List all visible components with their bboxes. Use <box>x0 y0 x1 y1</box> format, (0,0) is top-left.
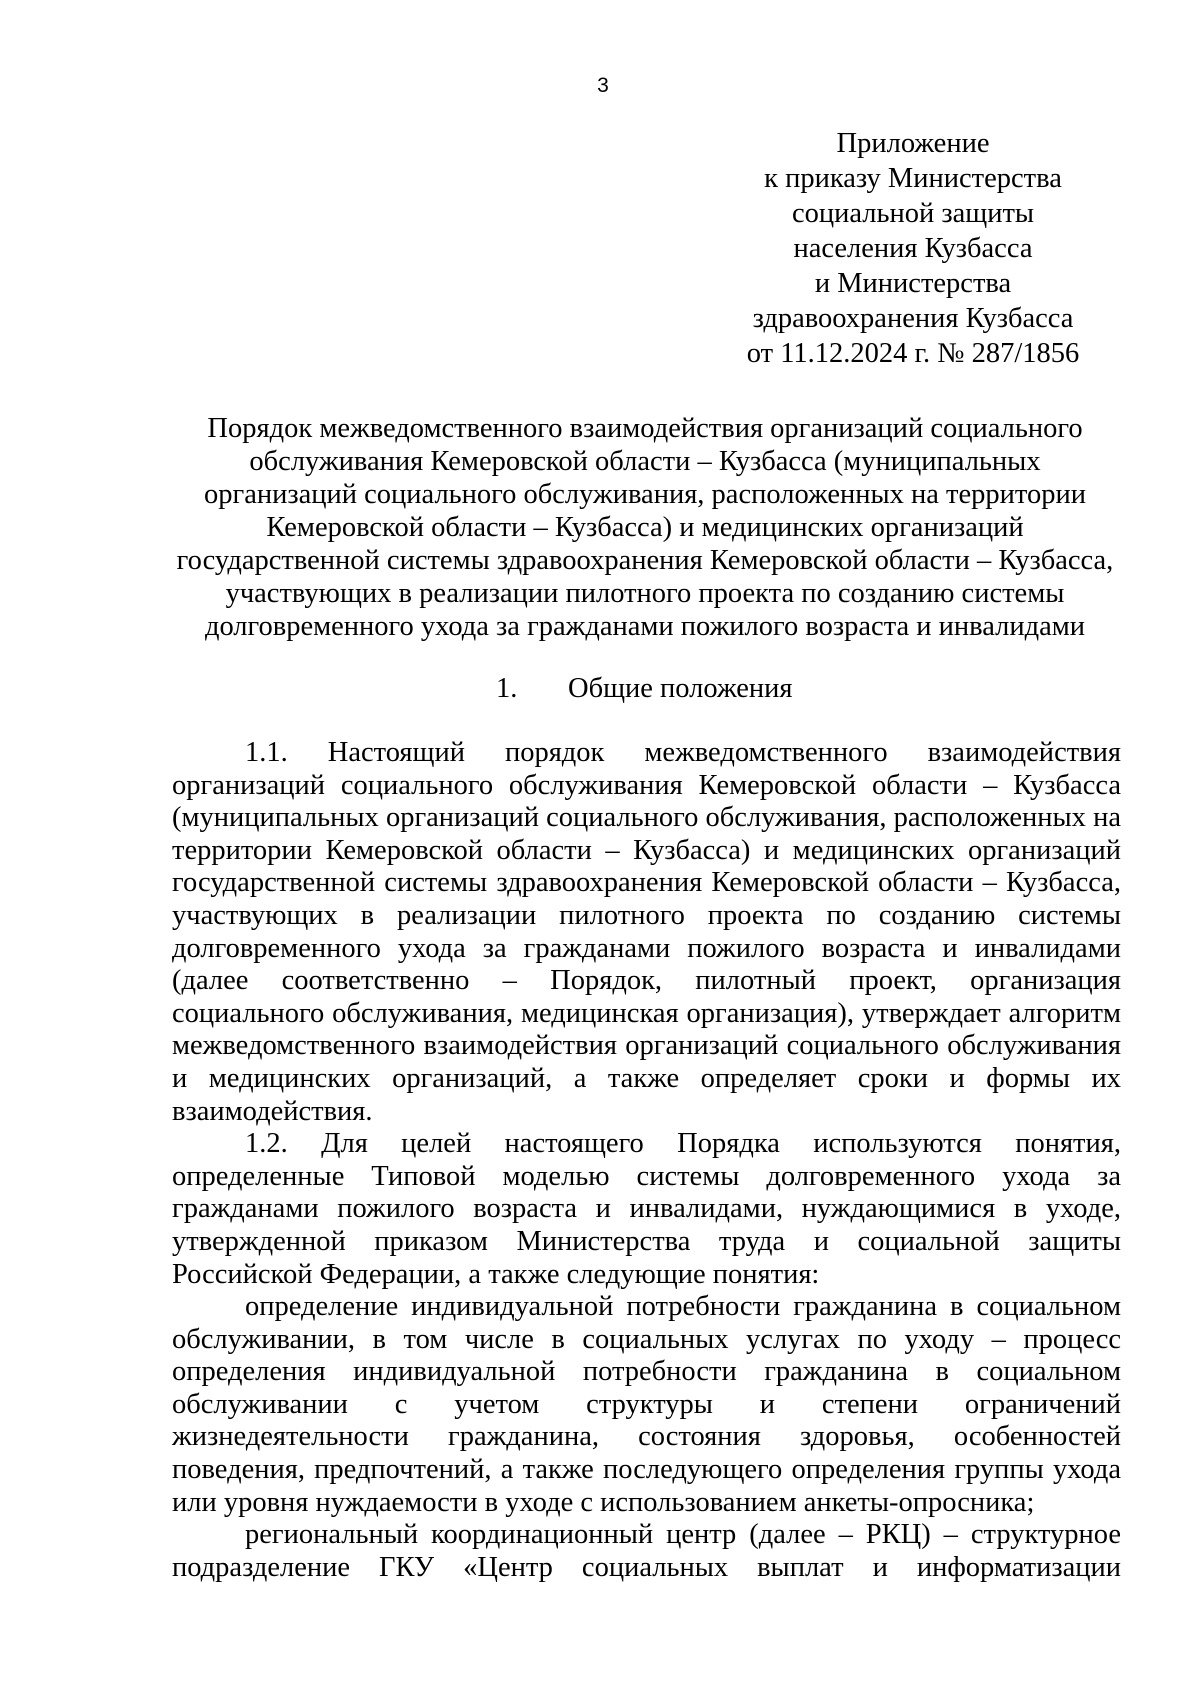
title-line: государственной системы здравоохранения Кемеровской области – Кузбасса, <box>176 545 1114 576</box>
document-title <box>150 412 1140 643</box>
paragraph-1-1: 1.1. Настоящий порядок межведомственного взаимодействия организаций социального обслуживания Кемеровской области – Кузбасса (муниципальных организаций социального обслуживания, расположенных на территории Кемеровской области – Кузбасса) и медицинских организаций государственной системы здравоохранения Кемеровской области – Кузбасса, участвующих в реализации пилотного проекта по созданию системы долговременного ухода за гражданами пожилого возраста и инвалидами (далее соответственно – Порядок, пилотный проект, организация социального обслуживания, медицинская организация), утверждает алгоритм межведомственного взаимодействия организаций социального обслуживания и медицинских организаций, а также определяет сроки и формы их взаимодействия. <box>172 737 1121 1127</box>
section-title: Общие положения <box>568 673 793 704</box>
title-line: организаций социального обслуживания, расположенных на территории <box>204 479 1086 510</box>
annex-line: здравоохранения Кузбасса <box>752 303 1074 334</box>
annex-line: и Министерства <box>814 268 1012 299</box>
section-number: 1. <box>496 673 518 704</box>
paragraph-1-2: 1.2. Для целей настоящего Порядка используются понятия, определенные Типовой моделью системы долговременного ухода за гражданами пожилого возраста и инвалидами, нуждающимися в уходе, утвержденной приказом Министерства труда и социальной защиты Российской Федерации, а также следующие понятия: <box>172 1128 1121 1290</box>
body-text <box>172 737 1121 1584</box>
annex-line: социальной защиты <box>791 198 1035 229</box>
annex-line: от 11.12.2024 г. № 287/1856 <box>746 338 1080 369</box>
page-number: 3 <box>597 74 609 97</box>
title-line: Порядок межведомственного взаимодействия организаций социального <box>207 413 1083 444</box>
definition-paragraph: определение индивидуальной потребности гражданина в социальном обслуживании, в том числе в социальных услугах по уходу – процесс определения индивидуальной потребности гражданина в социальном обслуживании с учетом структуры и степени ограничений жизнедеятельности гражданина, состояния здоровья, особенностей поведения, предпочтений, а также последующего определения группы ухода или уровня нуждаемости в уходе с использованием анкеты-опросника; <box>172 1291 1121 1518</box>
annex-block <box>718 126 1108 371</box>
annex-line: Приложение <box>836 128 990 159</box>
annex-line: к приказу Министерства <box>764 163 1062 194</box>
title-line: долговременного ухода за гражданами пожилого возраста и инвалидами <box>204 611 1086 642</box>
title-line: участвующих в реализации пилотного проекта по созданию системы <box>225 578 1065 609</box>
title-line: обслуживания Кемеровской области – Кузбасса (муниципальных <box>249 446 1041 477</box>
section-heading <box>496 672 793 706</box>
annex-line: населения Кузбасса <box>793 233 1033 264</box>
definition-paragraph: региональный координационный центр (далее – РКЦ) – структурное подразделение ГКУ «Центр социальных выплат и информатизации <box>172 1519 1121 1583</box>
title-line: Кемеровской области – Кузбасса) и медицинских организаций <box>266 512 1024 543</box>
